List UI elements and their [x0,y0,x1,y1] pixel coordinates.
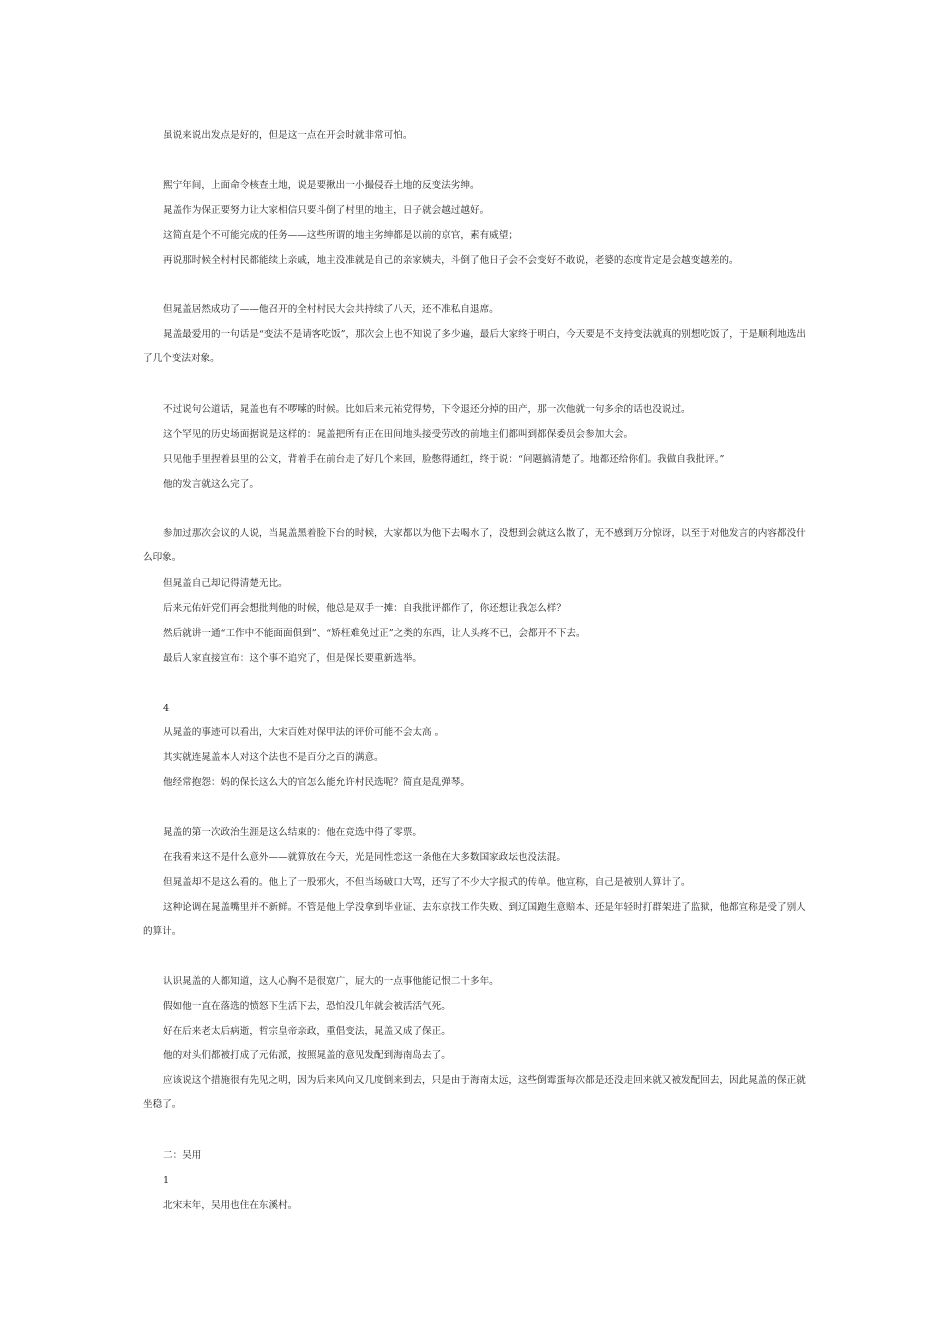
paragraph: 他的对头们都被打成了元佑派，按照晁盖的意见发配到海南岛去了。 [163,1050,451,1061]
paragraph: 他经常抱怨：妈的保长这么大的官怎么能允许村民选呢？简直是乱弹琴。 [163,777,470,788]
paragraph: 在我看来这不是什么意外——就算放在今天，光是同性恋这一条他在大多数国家政坛也没法混。 [163,852,566,863]
paragraph: 这种论调在晁盖嘴里并不新鲜。不管是他上学没拿到毕业证、去东京找工作失败、到辽国跑生意赔本、还是年轻时打群架进了监狱，他都宣称是受了别人的算计。 [143,902,806,937]
paragraph: 不过说句公道话，晁盖也有不啰嗦的时候。比如后来元祐党得势，下令退还分掉的田产，那一次他就一句多余的话也没说过。 [163,404,691,415]
paragraph: 假如他一直在落选的愤怒下生活下去，恐怕没几年就会被活活气死。 [163,1001,451,1012]
paragraph: 其实就连晁盖本人对这个法也不是百分之百的满意。 [163,752,384,763]
paragraph: 但晁盖居然成功了——他召开的全村村民大会共持续了八天，还不准私自退席。 [163,304,499,315]
section-number: 1 [163,1175,170,1186]
paragraph: 熙宁年间，上面命令核查土地，说是要揪出一小撮侵吞土地的反变法劣绅。 [163,180,480,191]
paragraph: 应该说这个措施很有先见之明，因为后来风向又几度倒来到去，只是由于海南太远，这些倒霉蛋每次都是还没走回来就又被发配回去，因此晁盖的保正就坐稳了。 [143,1075,806,1110]
paragraph: 最后人家直接宣布：这个事不追究了，但是保长要重新选举。 [163,653,423,664]
paragraph: 晁盖的第一次政治生涯是这么结束的：他在竞选中得了零票。 [163,827,423,838]
paragraph: 这个罕见的历史场面据说是这样的：晁盖把所有正在田间地头接受劳改的前地主们都叫到都保委员会参加大会。 [163,429,634,440]
paragraph: 再说那时候全村村民都能续上亲戚，地主没准就是自己的亲家姨夫，斗倒了他日子会不会变好不敢说，老婆的态度肯定是会越变越差的。 [163,255,739,266]
paragraph: 他的发言就这么完了。 [163,479,259,490]
paragraph: 从晁盖的事迹可以看出，大宋百姓对保甲法的评价可能不会太高 。 [163,727,445,738]
paragraph: 晁盖最爱用的一句话是“变法不是请客吃饭”，那次会上也不知说了多少遍，最后大家终于明白，今天要是不支持变法就真的别想吃饭了，于是顺利地选出了几个变法对象。 [143,329,806,364]
paragraph: 然后就讲一通“工作中不能面面俱到”、“矫枉难免过正”之类的东西，让人头疼不已，会都开不下去。 [163,628,586,639]
section-number: 4 [163,703,170,714]
paragraph: 晁盖作为保正要努力让大家相信只要斗倒了村里的地主，日子就会越过越好。 [163,205,490,216]
section-heading: 二：吴用 [163,1150,202,1161]
paragraph: 后来元佑奸党们再会想批判他的时候，他总是双手一摊：自我批评都作了，你还想让我怎么样？ [163,603,566,614]
paragraph: 但晁盖却不是这么看的。他上了一股邪火，不但当场破口大骂，还写了不少大字报式的传单。他宣称，自己是被别人算计了。 [163,877,691,888]
paragraph: 但晁盖自己却记得清楚无比。 [163,578,288,589]
paragraph: 只见他手里捏着县里的公文，背着手在前台走了好几个来回，脸憋得通红，终于说：“问题搞清楚了。地都还给你们。我做自我批评。” [163,454,725,465]
paragraph: 北宋末年，吴用也住在东溪村。 [163,1200,298,1211]
paragraph: 参加过那次会议的人说，当晁盖黑着脸下台的时候，大家都以为他下去喝水了，没想到会就这么散了，无不感到万分惊讶，以至于对他发言的内容都没什么印象。 [143,528,806,563]
paragraph: 虽说来说出发点是好的，但是这一点在开会时就非常可怕。 [163,130,413,141]
paragraph: 认识晁盖的人都知道，这人心胸不是很宽广，屁大的一点事他能记恨二十多年。 [163,976,499,987]
paragraph: 好在后来老太后病逝，哲宗皇帝亲政，重倡变法，晁盖又成了保正。 [163,1026,451,1037]
paragraph: 这简直是个不可能完成的任务——这些所谓的地主劣绅都是以前的京官，素有威望； [163,230,518,241]
